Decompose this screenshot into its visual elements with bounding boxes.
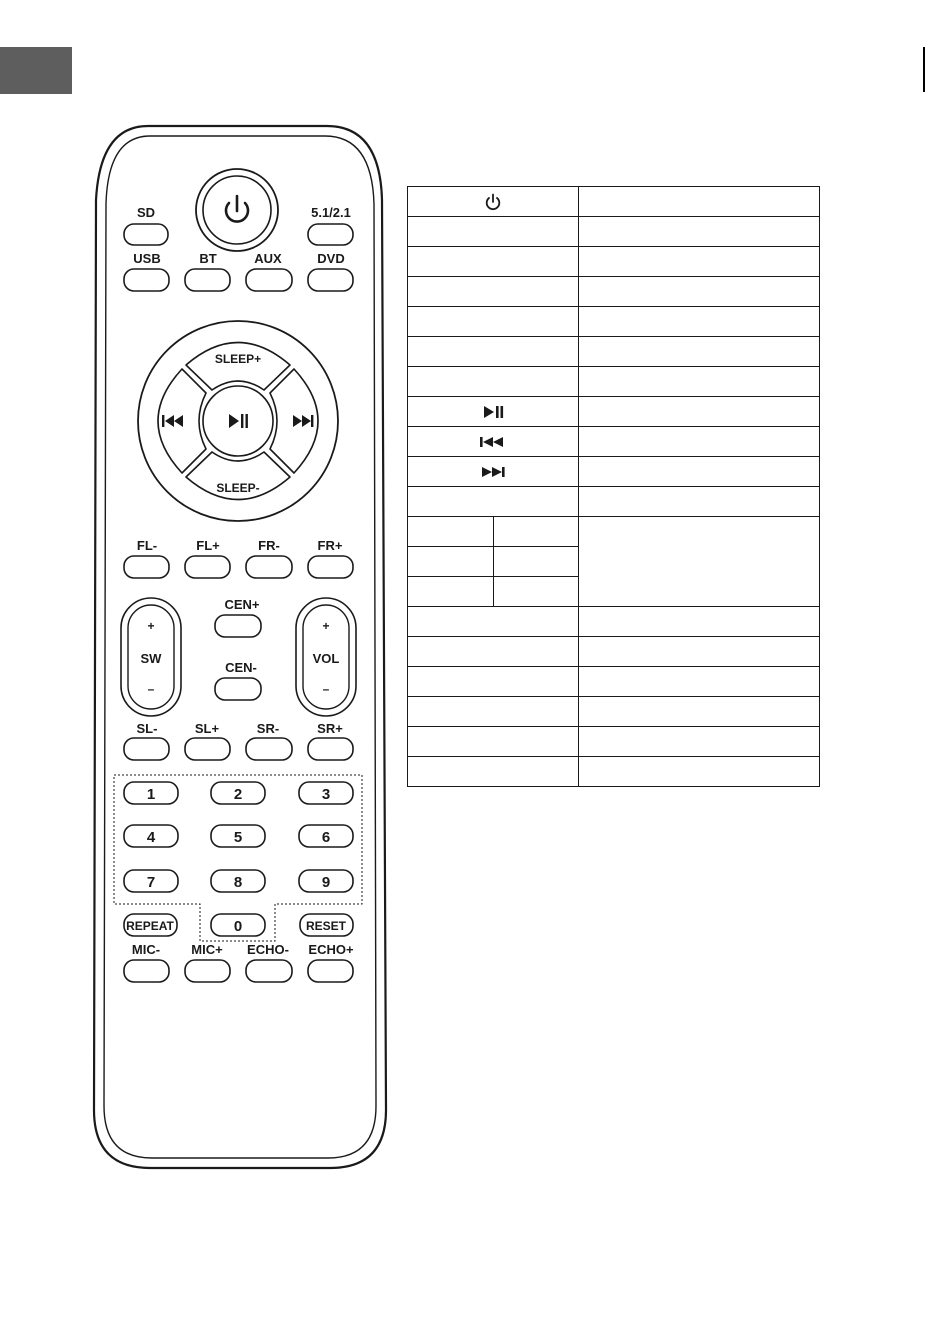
table-row [408,727,820,757]
cen-minus-label: CEN- [225,660,257,675]
sl-minus-label: SL- [136,721,158,736]
cen-plus-label: CEN+ [224,597,260,612]
play-pause-icon [482,405,504,419]
table-row [408,487,820,517]
table-row [408,337,820,367]
digit-3-label: 3 [321,786,331,803]
legend-cell-next [408,457,579,487]
sw-minus-label: – [147,682,155,696]
fl-minus-button[interactable] [124,556,169,578]
bt-button[interactable] [185,269,230,291]
sw-label: SW [140,651,162,666]
remote-control-illustration [0,0,400,1180]
cen-plus-button[interactable] [215,615,261,637]
mode51-label: 5.1/2.1 [311,205,351,220]
bt-label: BT [199,251,217,266]
digit-8-label: 8 [233,874,243,891]
vol-label: VOL [312,651,340,666]
sleep-minus-label: SLEEP- [216,481,260,495]
digit-2-label: 2 [233,786,243,803]
sr-plus-button[interactable] [308,738,353,760]
table-row [408,367,820,397]
fl-minus-label: FL- [136,538,158,553]
next-icon [478,466,508,478]
mic-plus-label: MIC+ [191,942,223,957]
table-row [408,667,820,697]
table-row [408,307,820,337]
sd-button[interactable] [124,224,168,245]
fr-minus-button[interactable] [246,556,292,578]
legend-description [579,187,820,217]
sl-minus-button[interactable] [124,738,169,760]
vol-minus-label: – [322,682,330,696]
fr-plus-label: FR+ [317,538,343,553]
table-row [408,247,820,277]
aux-label: AUX [254,251,282,266]
repeat-label: REPEAT [126,919,174,933]
dvd-label: DVD [317,251,345,266]
digit-1-label: 1 [146,786,156,803]
table-row [408,457,820,487]
sl-plus-label: SL+ [194,721,220,736]
previous-icon [478,436,508,448]
legend-cell-previous [408,427,579,457]
power-icon [484,193,502,211]
sleep-plus-label: SLEEP+ [214,352,262,366]
digit-0-label: 0 [233,918,243,935]
table-row [408,517,820,547]
usb-button[interactable] [124,269,169,291]
echo-minus-button[interactable] [246,960,292,982]
echo-minus-label: ECHO- [247,942,289,957]
table-row [408,427,820,457]
table-row [408,607,820,637]
dvd-button[interactable] [308,269,353,291]
sw-plus-label: + [147,619,155,633]
mic-plus-button[interactable] [185,960,230,982]
mic-minus-label: MIC- [131,942,161,957]
digit-5-label: 5 [233,829,243,846]
fl-plus-label: FL+ [196,538,220,553]
sd-label: SD [136,205,156,220]
usb-label: USB [133,251,161,266]
reset-label: RESET [305,919,347,933]
table-row [408,277,820,307]
sr-plus-label: SR+ [317,721,343,736]
legend-cell-play-pause [408,397,579,427]
cen-minus-button[interactable] [215,678,261,700]
sr-minus-button[interactable] [246,738,292,760]
fl-plus-button[interactable] [185,556,230,578]
table-row [408,757,820,787]
digit-4-label: 4 [146,829,156,846]
table-row [408,397,820,427]
sr-minus-label: SR- [256,721,280,736]
page-edge-rule [923,47,925,92]
button-legend-table [407,186,820,787]
table-row [408,217,820,247]
fr-minus-label: FR- [258,538,280,553]
fr-plus-button[interactable] [308,556,353,578]
mode51-button[interactable] [308,224,353,245]
sl-plus-button[interactable] [185,738,230,760]
aux-button[interactable] [246,269,292,291]
echo-plus-label: ECHO+ [308,942,354,957]
vol-plus-label: + [322,619,330,633]
echo-plus-button[interactable] [308,960,353,982]
power-button[interactable] [196,169,278,251]
legend-merged-description [579,517,820,607]
table-row [408,187,820,217]
digit-9-label: 9 [321,874,331,891]
digit-7-label: 7 [146,874,156,891]
table-row [408,637,820,667]
table-row [408,697,820,727]
legend-cell-power [408,187,579,217]
digit-6-label: 6 [321,829,331,846]
mic-minus-button[interactable] [124,960,169,982]
